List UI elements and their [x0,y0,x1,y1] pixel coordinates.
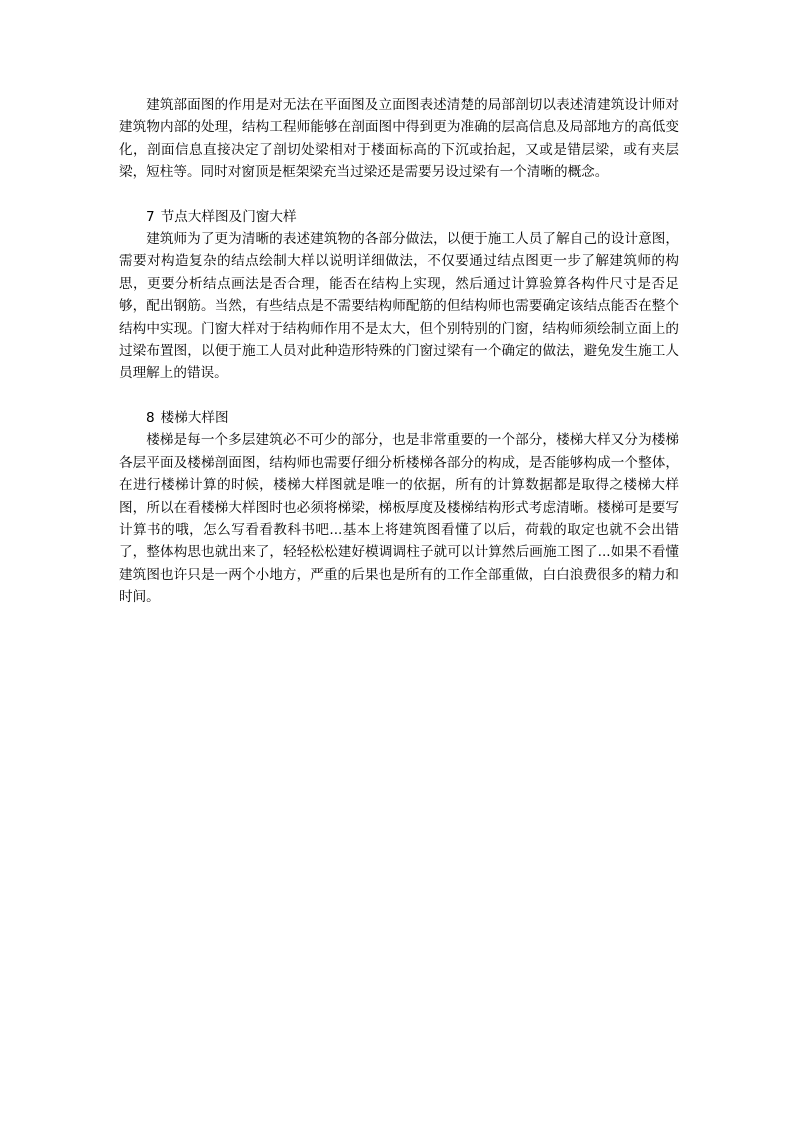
paragraph-section-profile: 建筑部面图的作用是对无法在平面图及立面图表述清楚的局部剖切以表述清建筑设计师对建筑物内部的处理，结构工程师能够在剖面图中得到更为准确的层高信息及局部地方的高低变化，剖面信息直接决定了剖切处梁相对于楼面标高的下沉或抬起，又或是错层梁，或有夹层梁，短柱等。同时对窗顶是框架梁充当过梁还是需要另设过梁有一个清晰的概念。 [119,97,679,181]
heading-section-8 [119,407,679,429]
heading-number: 8 [146,409,155,426]
heading-section-7 [119,206,679,228]
heading-title: 楼梯大样图 [160,409,229,426]
paragraph-section-8: 楼梯是每一个多层建筑必不可少的部分，也是非常重要的一个部分，楼梯大样又分为楼梯各层平面及楼梯剖面图，结构师也需要仔细分析楼梯各部分的构成，是否能够构成一个整体，在进行楼梯计算的时候，楼梯大样图就是唯一的依据，所有的计算数据都是取得之楼梯大样图，所以在看楼梯大样图时也必须将梯梁，梯板厚度及楼梯结构形式考虑清晰。楼梯可是要写计算书的哦，怎么写看看教科书吧...基本上将建筑图看懂了以后，荷载的取定也就不会出错了，整体构思也就出来了，轻轻松松建好模调调柱子就可以计算然后画施工图了...如果不看懂建筑图也许只是一两个小地方，严重的后果也是所有的工作全部重做，白白浪费很多的精力和时间。 [119,432,679,606]
paragraph-section-7: 建筑师为了更为清晰的表述建筑物的各部分做法，以便于施工人员了解自己的设计意图，需要对构造复杂的结点绘制大样以说明详细做法，不仅要通过结点图更一步了解建筑师的构思，更要分析结点画法是否合理，能否在结构上实现，然后通过计算验算各构件尺寸是否足够，配出钢筋。当然，有些结点是不需要结构师配筋的但结构师也需要确定该结点能否在整个结构中实现。门窗大样对于结构师作用不是太大，但个别特别的门窗，结构师须绘制立面上的过梁布置图，以便于施工人员对此种造形特殊的门窗过梁有一个确定的做法，避免发生施工人员理解上的错误。 [119,231,679,382]
heading-number: 7 [146,208,155,225]
heading-title: 节点大样图及门窗大样 [160,208,297,225]
document-body [119,94,679,609]
